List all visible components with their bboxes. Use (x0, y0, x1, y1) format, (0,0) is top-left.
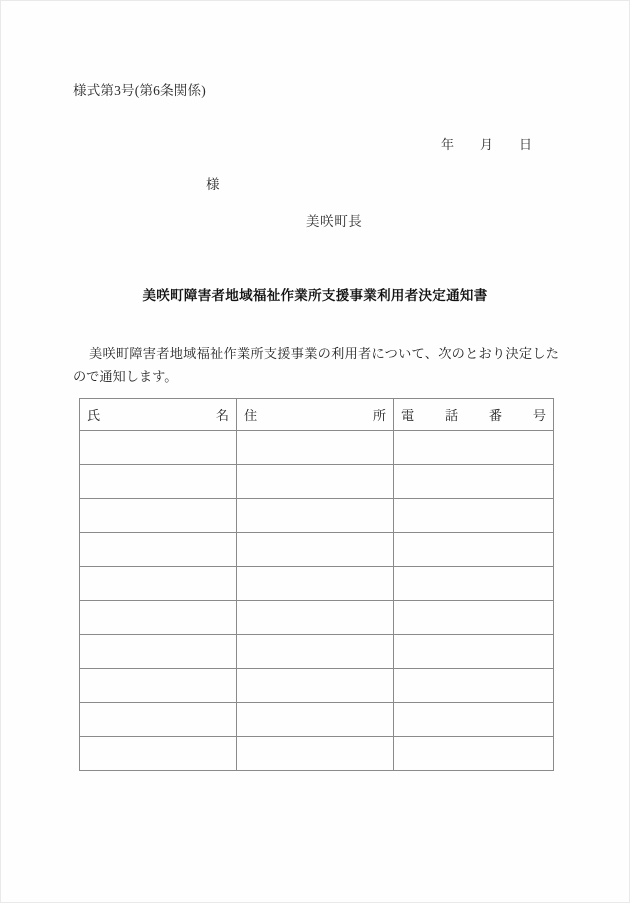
table-cell-name[interactable] (80, 601, 237, 635)
table-row (80, 601, 554, 635)
table-row (80, 567, 554, 601)
table-header-name-chars (80, 405, 236, 424)
table-cell-phone[interactable] (394, 635, 554, 669)
table-cell-address[interactable] (237, 601, 394, 635)
table-cell-phone[interactable] (394, 703, 554, 737)
table-cell-name[interactable] (80, 431, 237, 465)
table-cell-address[interactable] (237, 567, 394, 601)
document-title: 美咲町障害者地域福祉作業所支援事業利用者決定通知書 (142, 288, 488, 303)
table-header-phone (394, 399, 554, 431)
header-char: 住 (244, 408, 258, 423)
table-header-phone-chars (394, 405, 553, 424)
table-body (80, 431, 554, 771)
table-cell-phone[interactable] (394, 669, 554, 703)
header-char: 話 (444, 408, 459, 423)
table-cell-address[interactable] (237, 669, 394, 703)
table-row (80, 465, 554, 499)
table-row (80, 703, 554, 737)
table-cell-name[interactable] (80, 703, 237, 737)
table-cell-address[interactable] (237, 703, 394, 737)
date-year-label: 年 (440, 137, 454, 152)
body-paragraph: 美咲町障害者地域福祉作業所支援事業の利用者について、次のとおり決定したので通知します。 (73, 346, 559, 384)
table-row (80, 669, 554, 703)
table-row (80, 737, 554, 771)
table-cell-phone[interactable] (394, 567, 554, 601)
signer-name: 美咲町長 (306, 214, 363, 229)
table-cell-address[interactable] (237, 465, 394, 499)
table-cell-address[interactable] (237, 431, 394, 465)
table-cell-phone[interactable] (394, 499, 554, 533)
table-cell-name[interactable] (80, 567, 237, 601)
header-char: 氏 (87, 408, 101, 423)
table-row (80, 431, 554, 465)
date-line (1, 134, 532, 153)
table-header-name (80, 399, 237, 431)
header-char: 号 (532, 408, 546, 423)
table-cell-name[interactable] (80, 635, 237, 669)
header-char: 所 (372, 408, 386, 423)
form-number: 様式第3号(第6条関係) (73, 83, 206, 98)
date-month-label: 月 (479, 137, 493, 152)
table-cell-name[interactable] (80, 737, 237, 771)
table-row (80, 499, 554, 533)
table-cell-address[interactable] (237, 499, 394, 533)
table-cell-name[interactable] (80, 465, 237, 499)
table-cell-phone[interactable] (394, 465, 554, 499)
table-cell-name[interactable] (80, 533, 237, 567)
header-char: 名 (215, 408, 229, 423)
table-cell-phone[interactable] (394, 737, 554, 771)
table-header-address (237, 399, 394, 431)
table-cell-phone[interactable] (394, 533, 554, 567)
header-char: 電 (401, 408, 415, 423)
table-header-address-chars (237, 405, 393, 424)
table-cell-address[interactable] (237, 737, 394, 771)
header-char: 番 (488, 408, 503, 423)
table-cell-phone[interactable] (394, 431, 554, 465)
table-row (80, 533, 554, 567)
table-cell-address[interactable] (237, 635, 394, 669)
recipients-table (79, 398, 554, 771)
table-cell-address[interactable] (237, 533, 394, 567)
table-cell-phone[interactable] (394, 601, 554, 635)
table-cell-name[interactable] (80, 669, 237, 703)
date-day-label: 日 (518, 137, 532, 152)
table-header-row (80, 399, 554, 431)
table-cell-name[interactable] (80, 499, 237, 533)
addressee-honorific: 様 (206, 177, 220, 192)
table-row (80, 635, 554, 669)
